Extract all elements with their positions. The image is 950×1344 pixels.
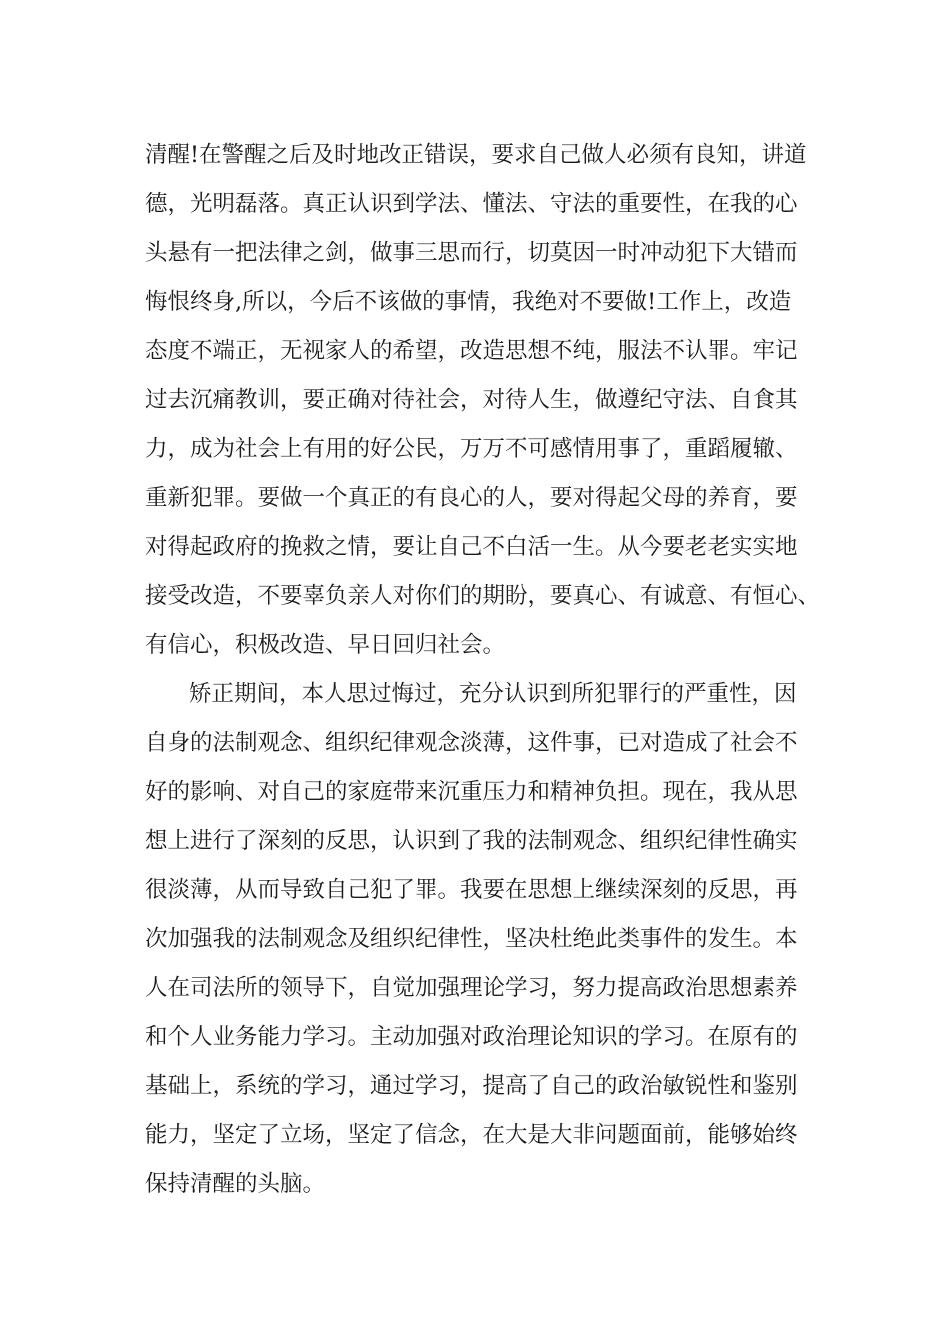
paragraph-line: 力，成为社会上有用的好公民，万万不可感情用事了，重蹈履辙、 xyxy=(145,436,798,462)
paragraph-2 xyxy=(145,670,835,1209)
paragraph-line: 基础上，系统的学习，通过学习，提高了自己的政治敏锐性和鉴别 xyxy=(145,1073,798,1099)
paragraph-line: 和个人业务能力学习。主动加强对政治理论知识的学习。在原有的 xyxy=(145,1024,798,1050)
document-body xyxy=(145,131,835,1209)
paragraph-line: 悔恨终身,所以，今后不该做的事情，我绝对不要做!工作上，改造 xyxy=(145,289,792,315)
paragraph-line: 能力，坚定了立场，坚定了信念，在大是大非问题面前，能够始终 xyxy=(145,1122,798,1148)
paragraph-line: 态度不端正，无视家人的希望，改造思想不纯，服法不认罪。牢记 xyxy=(145,338,798,364)
paragraph-line: 次加强我的法制观念及组织纪律性，坚决杜绝此类事件的发生。本 xyxy=(145,926,798,952)
paragraph-line: 矫正期间，本人思过悔过，充分认识到所犯罪行的严重性，因 xyxy=(189,681,797,707)
paragraph-line: 人在司法所的领导下，自觉加强理论学习，努力提高政治思想素养 xyxy=(145,975,798,1001)
paragraph-line: 很淡薄，从而导致自己犯了罪。我要在思想上继续深刻的反思，再 xyxy=(145,877,798,903)
paragraph-line: 清醒!在警醒之后及时地改正错误，要求自己做人必须有良知，讲道 xyxy=(145,142,807,168)
paragraph-line: 有信心，积极改造、早日回归社会。 xyxy=(145,632,506,658)
paragraph-line: 重新犯罪。要做一个真正的有良心的人，要对得起父母的养育，要 xyxy=(145,485,798,511)
paragraph-line: 对得起政府的挽救之情，要让自己不白活一生。从今要老老实实地 xyxy=(145,534,798,560)
paragraph-line: 接受改造，不要辜负亲人对你们的期盼，要真心、有诚意、有恒心、 xyxy=(145,583,821,609)
paragraph-line: 保持清醒的头脑。 xyxy=(145,1171,326,1197)
paragraph-line: 德，光明磊落。真正认识到学法、懂法、守法的重要性，在我的心 xyxy=(145,191,798,217)
paragraph-line: 过去沉痛教训，要正确对待社会，对待人生，做遵纪守法、自食其 xyxy=(145,387,798,413)
paragraph-line: 头悬有一把法律之剑，做事三思而行，切莫因一时冲动犯下大错而 xyxy=(145,240,798,266)
paragraph-line: 自身的法制观念、组织纪律观念淡薄，这件事，已对造成了社会不 xyxy=(145,730,798,756)
paragraph-1 xyxy=(145,131,835,670)
paragraph-line: 好的影响、对自己的家庭带来沉重压力和精神负担。现在，我从思 xyxy=(145,779,798,805)
paragraph-line: 想上进行了深刻的反思，认识到了我的法制观念、组织纪律性确实 xyxy=(145,828,798,854)
